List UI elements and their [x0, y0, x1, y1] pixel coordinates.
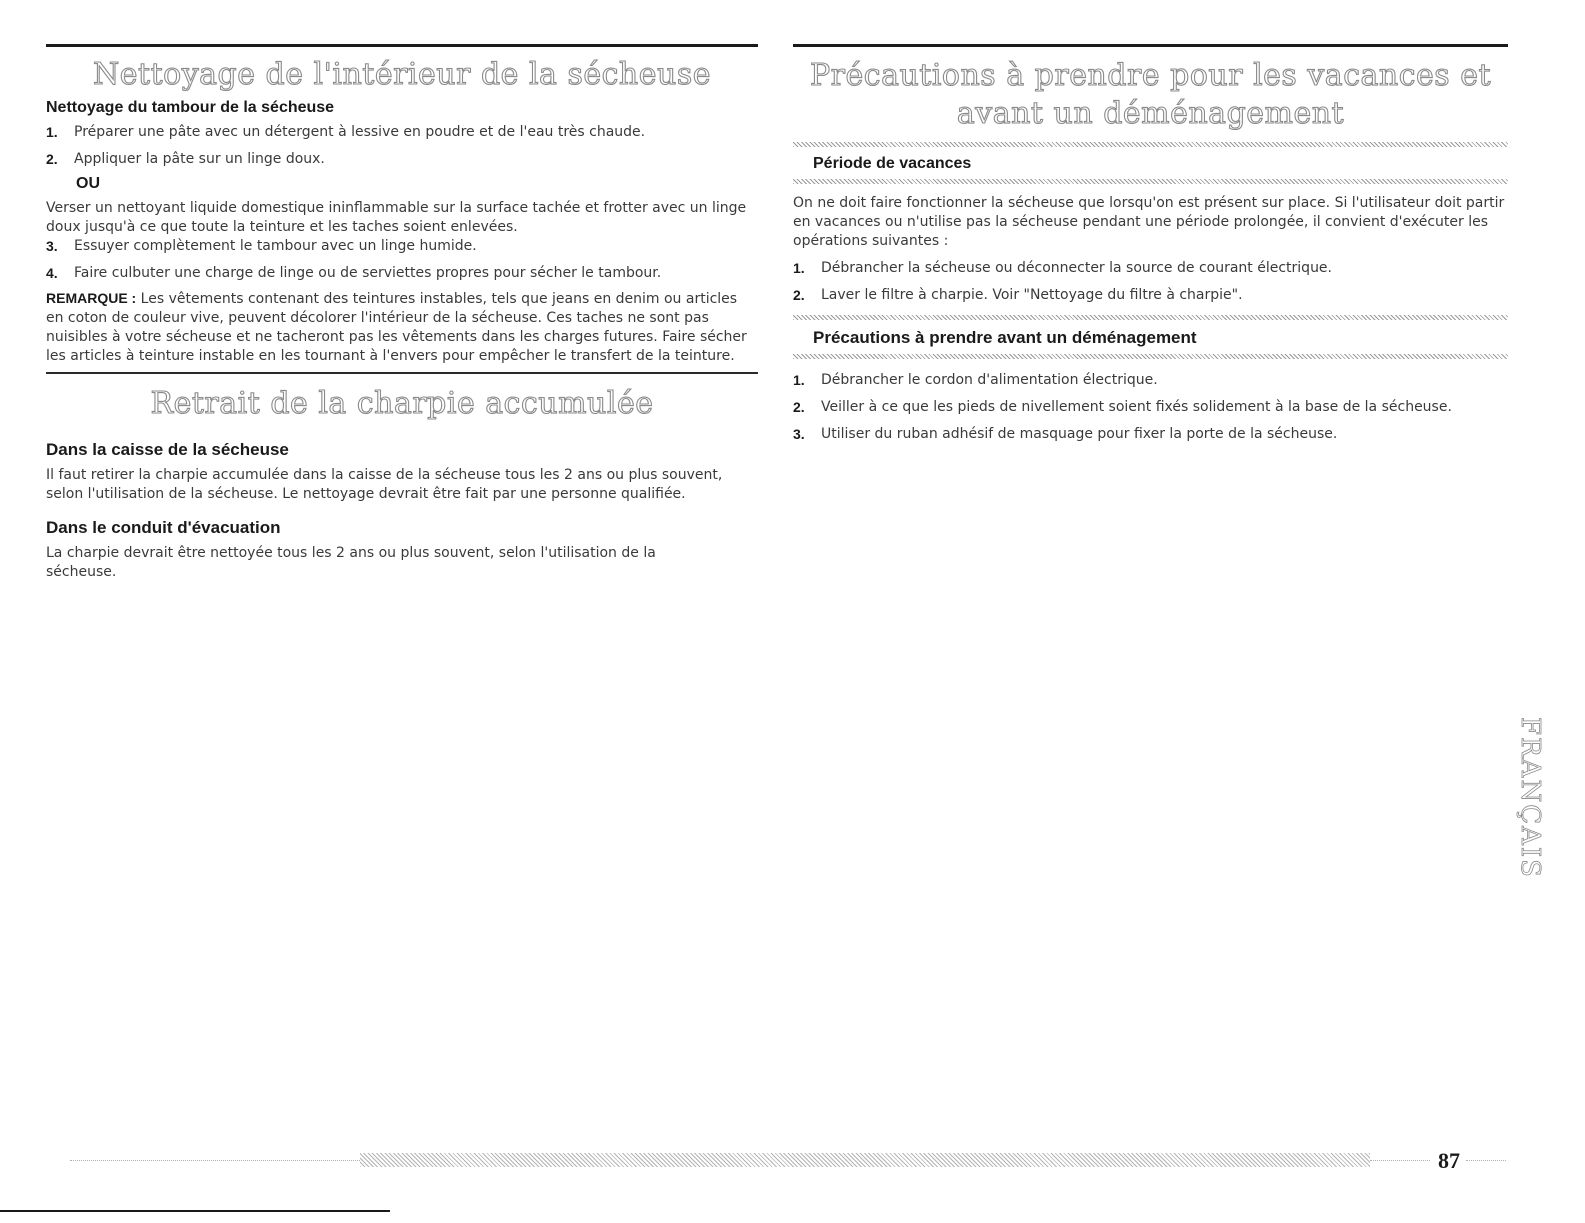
step-number: 3. [793, 426, 805, 442]
step-number: 2. [46, 151, 58, 167]
footer-dotted-line-right [1370, 1160, 1430, 1162]
step-number: 1. [793, 260, 805, 276]
page-number: 87 [1438, 1148, 1460, 1173]
step-text: Préparer une pâte avec un détergent à lessive en poudre et de l'eau très chaude. [74, 124, 646, 140]
step-text: Appliquer la pâte sur un linge doux. [74, 151, 325, 167]
step-text: Veiller à ce que les pieds de nivellement soient fixés solidement à la base de la sécheuse. [821, 399, 1452, 415]
drum-steps-list [46, 123, 758, 169]
right-column [793, 44, 1508, 452]
list-item [793, 259, 1508, 278]
section-top-rule [46, 44, 758, 47]
moving-steps-list [793, 371, 1508, 444]
hatched-divider [793, 315, 1508, 320]
vacation-paragraph: On ne doit faire fonctionner la sécheuse que lorsqu'on est présent sur place. Si l'utilisateur doit partir en vacances ou n'utilise pas la sécheuse pendant une période prolongée, il convient d'exécuter les opérations suivantes : [793, 195, 1505, 249]
step-text: Débrancher la sécheuse ou déconnecter la source de courant électrique. [821, 260, 1332, 276]
list-item [46, 237, 758, 256]
or-separator: OU [76, 175, 100, 192]
bottom-edge-rule [0, 1210, 390, 1212]
step-number: 1. [793, 372, 805, 388]
step-number: 2. [793, 287, 805, 303]
step-number: 2. [793, 399, 805, 415]
section-top-rule [793, 44, 1508, 47]
step-number: 1. [46, 124, 58, 140]
hatched-divider [793, 142, 1508, 147]
exhaust-heading: Dans le conduit d'évacuation [46, 518, 281, 537]
step-text: Débrancher le cordon d'alimentation électrique. [821, 372, 1158, 388]
footer-dotted-line-left [70, 1160, 360, 1162]
left-column [46, 44, 758, 582]
section-title-lint-removal: Retrait de la charpie accumulée [150, 386, 654, 421]
list-item [46, 264, 758, 283]
hatched-divider [793, 179, 1508, 184]
note-label: REMARQUE : [46, 290, 137, 306]
step-text: Essuyer complètement le tambour avec un linge humide. [74, 238, 477, 254]
list-item [793, 398, 1508, 417]
list-item [46, 150, 758, 169]
section-divider [46, 372, 758, 374]
hatched-divider [793, 354, 1508, 359]
step-number: 3. [46, 238, 58, 254]
cabinet-paragraph: Il faut retirer la charpie accumulée dans la caisse de la sécheuse tous les 2 ans ou plus souvent, selon l'utilisation de la sécheuse. Le nettoyage devrait être fait par une personne qualifiée. [46, 467, 723, 502]
step-number: 4. [46, 265, 58, 281]
alternative-instruction: Verser un nettoyant liquide domestique ininflammable sur la surface tachée et frotter avec un linge doux jusqu'à ce que toute la teinture et les taches soient enlevées. [46, 200, 747, 235]
footer-hatched-band [360, 1153, 1370, 1167]
drum-steps-list-continued [46, 237, 758, 283]
drum-cleaning-heading: Nettoyage du tambour de la sécheuse [46, 99, 335, 116]
section-title-vacation-moving: Précautions à prendre pour les vacances et avant un déménagement [809, 58, 1491, 131]
language-side-label [1500, 716, 1560, 879]
list-item [793, 286, 1508, 305]
note-text: Les vêtements contenant des teintures instables, tels que jeans en denim ou articles en coton de couleur vive, peuvent décolorer l'intérieur de la sécheuse. Ces taches ne sont pas nuisibles à votre sécheuse et ne tacheront pas les vêtements dans les charges futures. Faire sécher les articles à teinture instable en les tournant à l'envers pour empêcher le transfert de la teinture. [46, 291, 747, 364]
list-item [46, 123, 758, 142]
moving-heading: Précautions à prendre avant un déménagement [813, 328, 1197, 347]
language-label-text: FRANÇAIS [1515, 716, 1545, 879]
step-text: Utiliser du ruban adhésif de masquage pour fixer la porte de la sécheuse. [821, 426, 1338, 442]
step-text: Laver le filtre à charpie. Voir "Nettoyage du filtre à charpie". [821, 287, 1243, 303]
footer-dotted-line-end [1466, 1160, 1506, 1162]
list-item [793, 371, 1508, 390]
cabinet-heading: Dans la caisse de la sécheuse [46, 440, 289, 459]
note-paragraph [46, 289, 758, 366]
section-title-cleaning-interior: Nettoyage de l'intérieur de la sécheuse [93, 57, 711, 92]
exhaust-paragraph: La charpie devrait être nettoyée tous les 2 ans ou plus souvent, selon l'utilisation de la sécheuse. [46, 545, 656, 580]
step-text: Faire culbuter une charge de linge ou de serviettes propres pour sécher le tambour. [74, 265, 662, 281]
list-item [793, 425, 1508, 444]
vacation-steps-list [793, 259, 1508, 305]
vacation-heading: Période de vacances [813, 155, 972, 172]
